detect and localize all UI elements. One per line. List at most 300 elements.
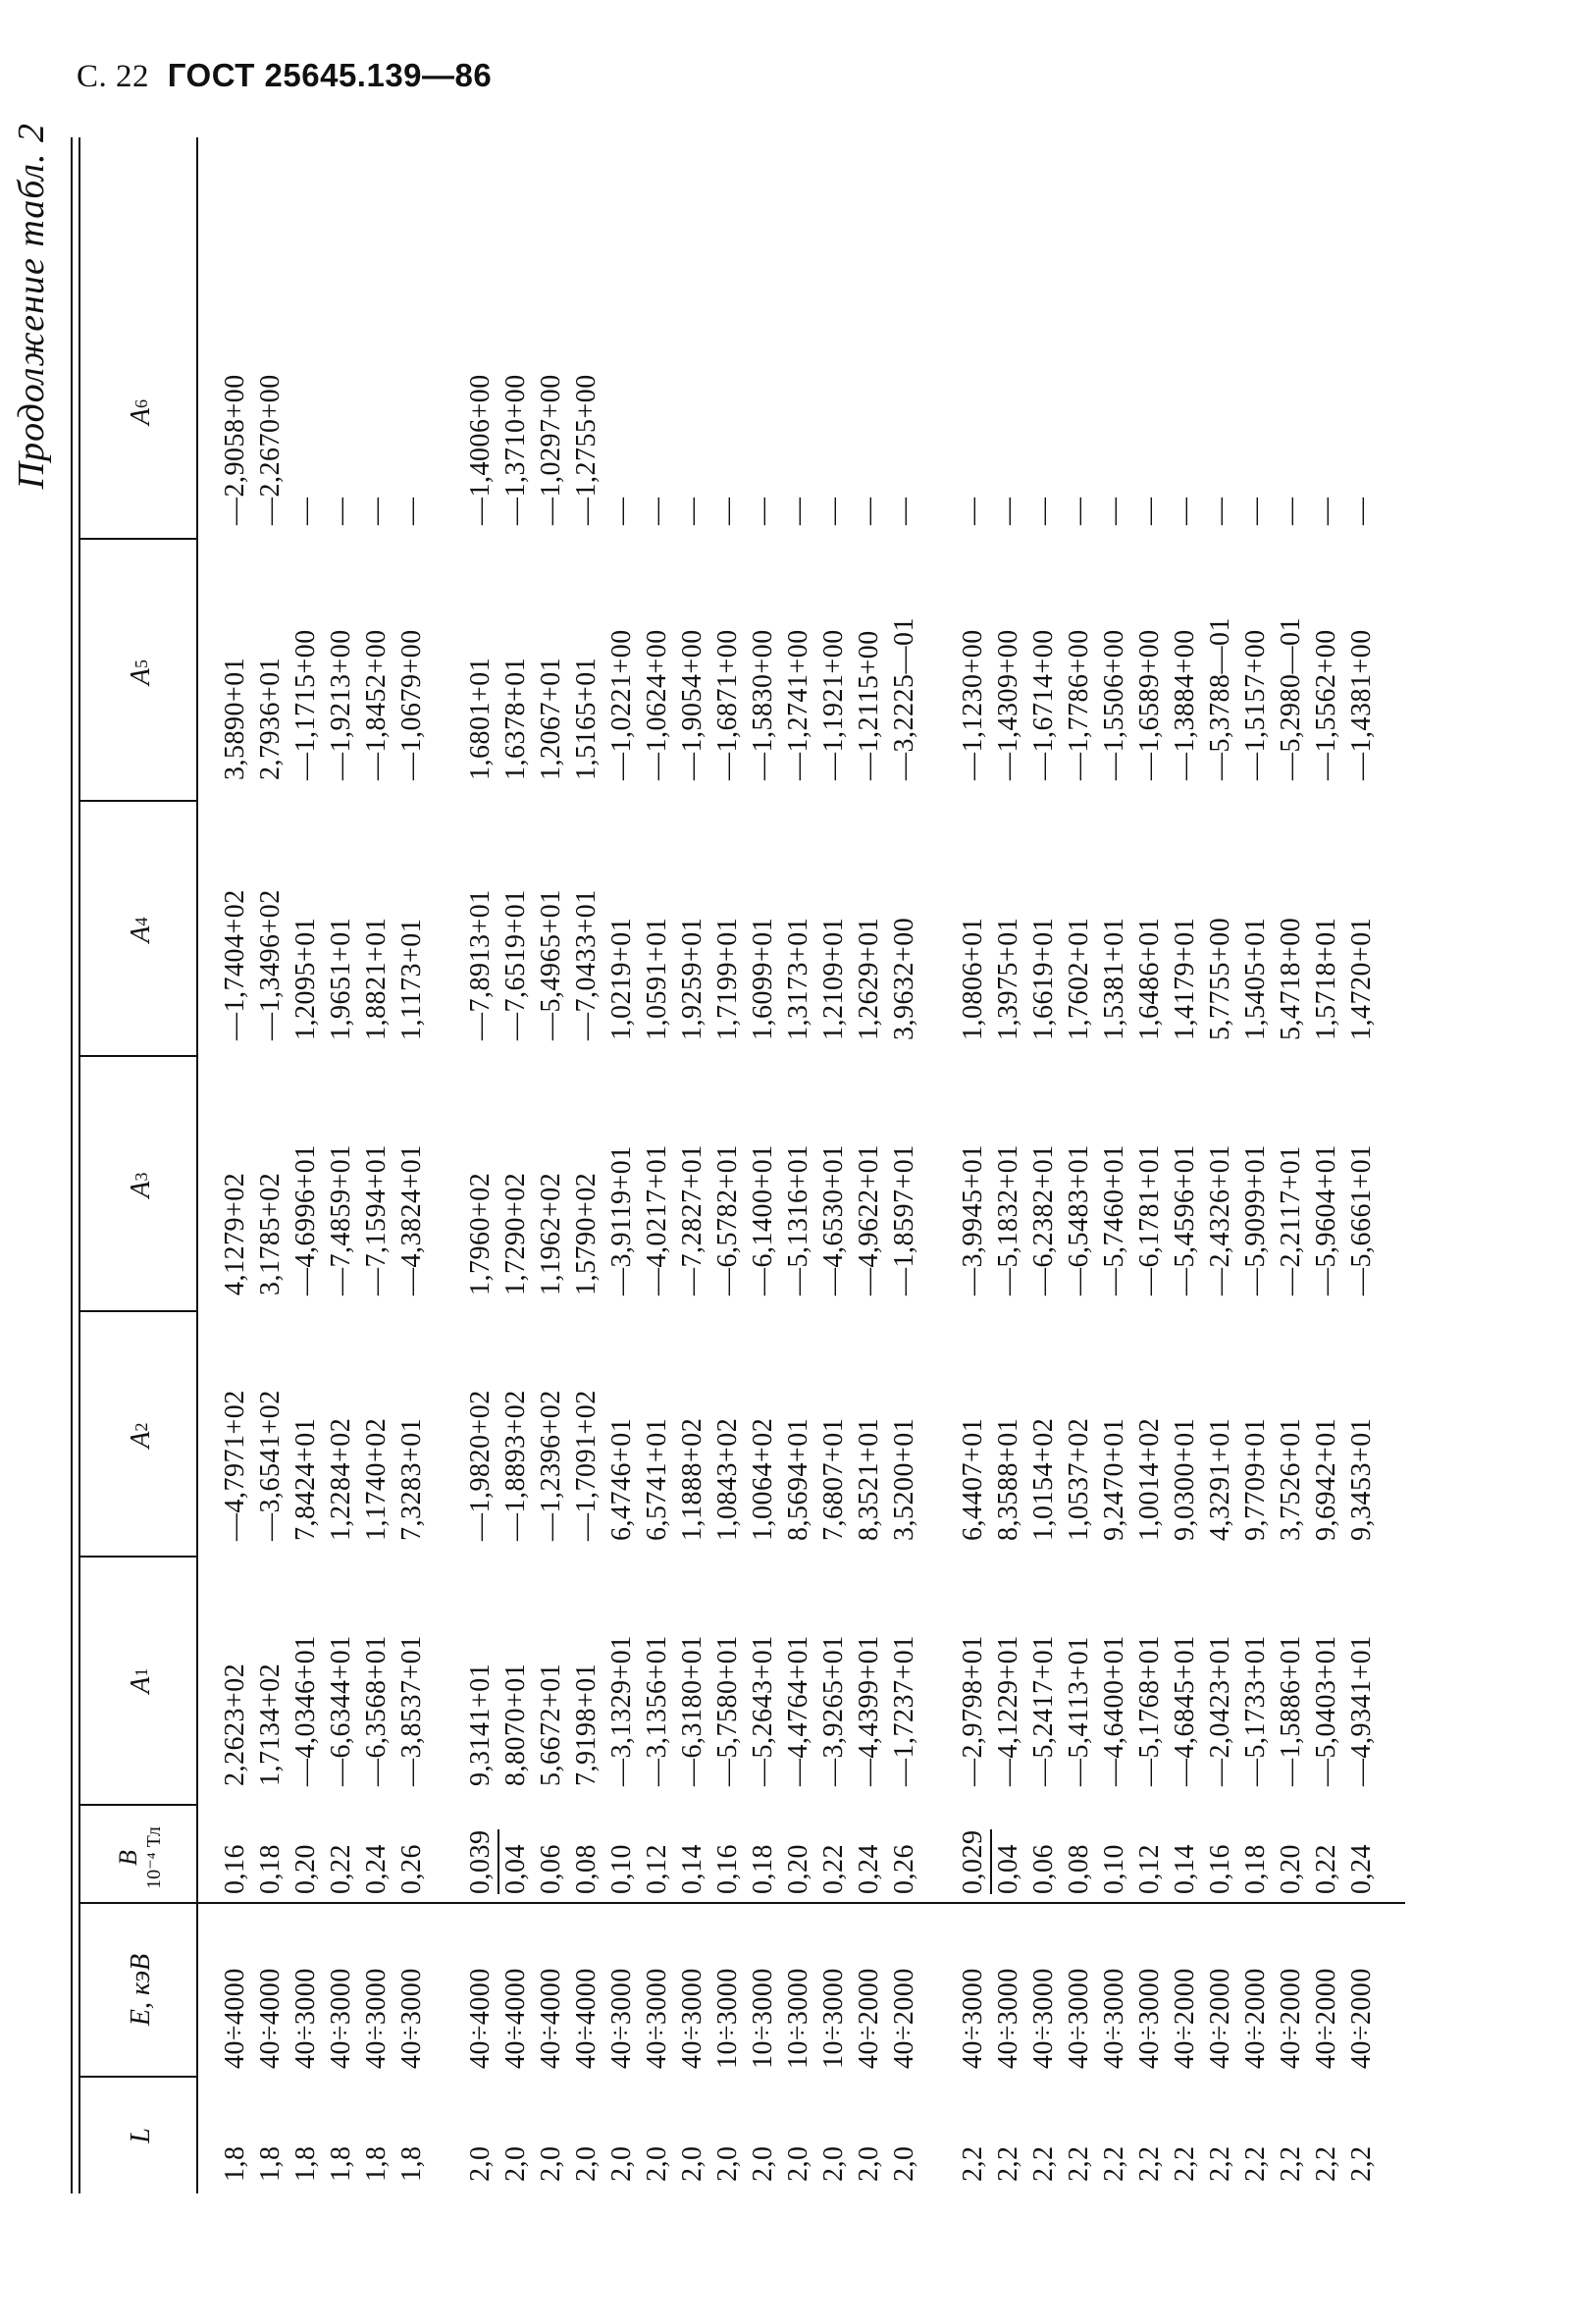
cell-A3: —5,7460+01 [1099,1144,1129,1295]
cell-A3: —6,1781+01 [1134,1144,1165,1295]
cell-B: 0,04 [993,1844,1023,1894]
cell-E: 40÷2000 [1170,1968,1200,2069]
cell-B: 0,18 [748,1844,778,1894]
cell-E: 40÷3000 [326,1968,356,2069]
cell-A2: —1,9820+02 [465,1390,496,1541]
cell-A2: 1,0154+02 [1028,1417,1059,1541]
cell-E: 40÷3000 [606,1968,637,2069]
cell-A6: — [677,497,707,525]
cell-A6: — [854,497,884,525]
cell-L: 2,0 [854,2145,884,2182]
cell-B: 0,26 [889,1844,919,1894]
col-divider [78,2076,196,2078]
cell-L: 2,0 [889,2145,919,2182]
cell-A3: —6,5483+01 [1064,1144,1094,1295]
cell-A5: —1,5506+00 [1099,629,1129,780]
cell-A6: — [818,497,849,525]
cell-A1: —4,4764+01 [783,1635,813,1786]
cell-A3: —1,8597+01 [889,1144,919,1295]
cell-A2: 3,7526+01 [1276,1417,1306,1541]
cell-A6: — [396,497,427,525]
cell-B: 0,16 [712,1844,743,1894]
cell-E: 40÷4000 [500,1968,531,2069]
cell-A5: —3,2225—01 [889,617,919,780]
cell-E: 40÷3000 [396,1968,427,2069]
cell-B: 0,14 [677,1844,707,1894]
header-A2: A 2 [126,1422,156,1449]
cell-A1: —4,6845+01 [1170,1635,1200,1786]
cell-B: 0,08 [571,1844,602,1894]
cell-A4: 1,4720+01 [1346,917,1377,1040]
cell-A2: 9,7709+01 [1240,1417,1271,1541]
cell-A6: — [1099,497,1129,525]
cell-A2: 9,0300+01 [1170,1417,1200,1541]
cell-L: 2,2 [1311,2145,1341,2182]
header-E: E, кэВ [126,1953,156,2027]
cell-A3: —4,0217+01 [642,1144,672,1295]
cell-A5: —1,2741+00 [783,629,813,780]
cell-A5: 1,6801+01 [465,657,496,780]
cell-A4: —7,0433+01 [571,889,602,1040]
cell-A2: 9,3453+01 [1346,1417,1377,1541]
cell-E: 40÷2000 [1346,1968,1377,2069]
cell-A2: 6,4746+01 [606,1417,637,1541]
cell-A1: —5,4113+01 [1064,1636,1094,1786]
cell-A1: 8,8070+01 [500,1663,531,1786]
cell-A1: —3,9265+01 [818,1635,849,1786]
cell-B: 0,14 [1170,1844,1200,1894]
cell-L: 1,8 [396,2145,427,2182]
cell-L: 2,0 [677,2145,707,2182]
cell-A2: 7,3283+01 [396,1417,427,1541]
cell-B: 0,12 [642,1844,672,1894]
cell-A4: 5,7755+00 [1205,917,1235,1040]
cell-A2: 6,5741+01 [642,1417,672,1541]
cell-A3: 3,1785+02 [255,1172,286,1295]
cell-A4: 1,5381+01 [1099,917,1129,1040]
cell-E: 40÷4000 [220,1968,250,2069]
cell-A6: —2,2670+00 [255,374,286,525]
cell-B: 0,24 [854,1844,884,1894]
cell-A6: — [889,497,919,525]
cell-A5: —5,2980—01 [1276,617,1306,780]
cell-A2: 9,2470+01 [1099,1417,1129,1541]
cell-L: 2,0 [536,2145,566,2182]
cell-A2: —4,7971+02 [220,1390,250,1541]
cell-A1: —3,1329+01 [606,1635,637,1786]
cell-A3: 4,1279+02 [220,1172,250,1295]
cell-A4: 1,6099+01 [748,917,778,1040]
cell-E: 10÷3000 [783,1968,813,2069]
cell-L: 2,2 [958,2145,988,2182]
cell-B: 0,22 [1311,1844,1341,1894]
cell-A1: —5,2643+01 [748,1635,778,1786]
cell-A2: 1,0064+02 [748,1417,778,1541]
cell-A5: —1,0679+00 [396,629,427,780]
cell-E: 10÷3000 [818,1968,849,2069]
cell-E: 40÷3000 [1064,1968,1094,2069]
cell-A3: —6,2382+01 [1028,1144,1059,1295]
cell-A6: —2,9058+00 [220,374,250,525]
cell-A4: 1,0591+01 [642,917,672,1040]
cell-L: 1,8 [255,2145,286,2182]
cell-L: 2,0 [642,2145,672,2182]
cell-L: 2,2 [993,2145,1023,2182]
cell-A5: —1,5157+00 [1240,629,1271,780]
cell-E: 40÷2000 [1205,1968,1235,2069]
cell-L: 2,0 [818,2145,849,2182]
cell-B: 0,20 [783,1844,813,1894]
cell-A2: —1,2396+02 [536,1390,566,1541]
cell-E: 40÷3000 [642,1968,672,2069]
cell-A4: —1,3496+02 [255,889,286,1040]
cell-A4: 1,9651+01 [326,917,356,1040]
cell-E: 40÷4000 [255,1968,286,2069]
cell-A5: —1,9054+00 [677,629,707,780]
cell-E: 40÷3000 [677,1968,707,2069]
cell-A1: 2,2623+02 [220,1663,250,1786]
cell-A1: 5,6672+01 [536,1663,566,1786]
cell-E: 10÷3000 [748,1968,778,2069]
cell-A1: —6,3180+01 [677,1635,707,1786]
cell-A5: 2,7936+01 [255,657,286,780]
cell-B: 0,20 [290,1844,321,1894]
cell-A2: 8,3521+01 [854,1417,884,1541]
header-A3: A 3 [126,1172,156,1198]
cell-A3: 1,5790+02 [571,1172,602,1295]
cell-A4: 1,6619+01 [1028,917,1059,1040]
cell-E: 40÷2000 [854,1968,884,2069]
cell-A4: 1,0806+01 [958,917,988,1040]
cell-A5: 1,6378+01 [500,657,531,780]
cell-A1: —4,4399+01 [854,1635,884,1786]
cell-A5: —1,0221+00 [606,629,637,780]
cell-A3: —4,6530+01 [818,1144,849,1295]
cell-B: 0,029 [956,1830,992,1895]
cell-A3: —3,9119+01 [606,1145,637,1295]
col-divider [78,1556,196,1558]
header-B: B 10⁻⁴ Тл [114,1826,165,1889]
cell-E: 40÷4000 [465,1968,496,2069]
cell-A5: —1,7786+00 [1064,629,1094,780]
cell-A6: — [290,497,321,525]
cell-A5: 1,2067+01 [536,657,566,780]
cell-A5: —1,8452+00 [361,629,392,780]
cell-B: 0,24 [361,1844,392,1894]
table-top-rule-double [78,137,80,2193]
cell-A6: — [1311,497,1341,525]
cell-L: 2,0 [712,2145,743,2182]
cell-A1: —5,1768+01 [1134,1635,1165,1786]
cell-B: 0,06 [536,1844,566,1894]
cell-A4: 1,2629+01 [854,917,884,1040]
header-A1: A 1 [126,1667,156,1694]
cell-A6: — [958,497,988,525]
cell-A2: 1,0014+02 [1134,1417,1165,1541]
cell-A2: —1,8893+02 [500,1390,531,1541]
cell-A3: —3,9945+01 [958,1144,988,1295]
cell-L: 2,2 [1064,2145,1094,2182]
cell-A3: —6,1400+01 [748,1144,778,1295]
cell-A1: —5,1733+01 [1240,1635,1271,1786]
cell-A6: —1,2755+00 [571,374,602,525]
cell-A4: —7,6519+01 [500,889,531,1040]
cell-A3: —2,2117+01 [1276,1145,1306,1295]
cell-A3: —5,9099+01 [1240,1144,1271,1295]
cell-A6: — [1205,497,1235,525]
data-table [71,123,1405,2193]
cell-E: 40÷3000 [290,1968,321,2069]
cell-A1: —5,0403+01 [1311,1635,1341,1786]
cell-A5: 3,5890+01 [220,657,250,780]
cell-A6: —1,4006+00 [465,374,496,525]
cell-A3: —2,4326+01 [1205,1144,1235,1295]
cell-A3: —4,6996+01 [290,1144,321,1295]
cell-B: 0,04 [500,1844,531,1894]
cell-A4: 5,4718+00 [1276,917,1306,1040]
cell-A4: 1,3975+01 [993,917,1023,1040]
cell-E: 40÷3000 [1028,1968,1059,2069]
cell-E: 40÷3000 [1134,1968,1165,2069]
cell-A5: —1,4381+00 [1346,629,1377,780]
cell-L: 2,2 [1276,2145,1306,2182]
cell-A3: —6,5782+01 [712,1144,743,1295]
cell-A4: —1,7404+02 [220,889,250,1040]
cell-A6: — [748,497,778,525]
cell-A5: —1,4309+00 [993,629,1023,780]
cell-A4: 1,5405+01 [1240,917,1271,1040]
cell-A1: —3,8537+01 [396,1635,427,1786]
cell-A4: —7,8913+01 [465,889,496,1040]
cell-L: 2,2 [1099,2145,1129,2182]
cell-L: 2,0 [465,2145,496,2182]
cell-A1: —5,7580+01 [712,1635,743,1786]
cell-A2: 8,5694+01 [783,1417,813,1541]
cell-L: 2,2 [1240,2145,1271,2182]
cell-A1: —6,6344+01 [326,1635,356,1786]
cell-L: 2,2 [1028,2145,1059,2182]
cell-A2: 1,1888+02 [677,1417,707,1541]
cell-B: 0,22 [818,1844,849,1894]
cell-A2: —1,7091+02 [571,1390,602,1541]
cell-L: 1,8 [290,2145,321,2182]
cell-A2: 6,4407+01 [958,1417,988,1541]
cell-B: 0,08 [1064,1844,1094,1894]
cell-A2: 7,8424+01 [290,1417,321,1541]
cell-E: 40÷2000 [1240,1968,1271,2069]
cell-A4: 1,7602+01 [1064,917,1094,1040]
cell-A4: 1,6486+01 [1134,917,1165,1040]
cell-B: 0,039 [463,1830,499,1895]
cell-A2: 1,2284+02 [326,1417,356,1541]
cell-A4: —5,4965+01 [536,889,566,1040]
cell-A1: —1,5886+01 [1276,1635,1306,1786]
cell-A3: —7,2827+01 [677,1144,707,1295]
cell-A6: — [606,497,637,525]
page-header [77,57,492,95]
cell-A4: 1,9259+01 [677,917,707,1040]
col-divider [78,1902,1405,1904]
cell-A6: — [642,497,672,525]
cell-A5: —1,5562+00 [1311,629,1341,780]
document-code: ГОСТ 25645.139—86 [167,57,493,93]
cell-A3: —5,9604+01 [1311,1144,1341,1295]
cell-A2: 7,6807+01 [818,1417,849,1541]
cell-A1: —1,7237+01 [889,1635,919,1786]
cell-A1: —2,0423+01 [1205,1635,1235,1786]
cell-L: 2,2 [1170,2145,1200,2182]
header-A6: A 6 [126,398,156,426]
cell-A4: 1,2095+01 [290,917,321,1040]
cell-A5: —1,5830+00 [748,629,778,780]
cell-A5: —1,1715+00 [290,629,321,780]
cell-A3: 1,7290+02 [500,1172,531,1295]
cell-A3: —5,4596+01 [1170,1144,1200,1295]
cell-B: 0,16 [1205,1844,1235,1894]
cell-A1: —4,0346+01 [290,1635,321,1786]
cell-A1: 7,9198+01 [571,1663,602,1786]
cell-A3: —4,3824+01 [396,1144,427,1295]
cell-A3: —7,4859+01 [326,1144,356,1295]
cell-A1: 9,3141+01 [465,1663,496,1786]
cell-A6: — [361,497,392,525]
cell-L: 2,0 [500,2145,531,2182]
cell-A1: —5,2417+01 [1028,1635,1059,1786]
cell-A3: —5,6661+01 [1346,1144,1377,1295]
cell-A6: — [326,497,356,525]
cell-B: 0,18 [255,1844,286,1894]
cell-A1: —3,1356+01 [642,1635,672,1786]
cell-L: 1,8 [361,2145,392,2182]
cell-B: 0,18 [1240,1844,1271,1894]
cell-L: 2,0 [783,2145,813,2182]
col-divider [78,800,196,802]
cell-A5: —1,6714+00 [1028,629,1059,780]
cell-B: 0,22 [326,1844,356,1894]
cell-A1: —6,3568+01 [361,1635,392,1786]
cell-E: 40÷2000 [889,1968,919,2069]
cell-B: 0,16 [220,1844,250,1894]
cell-E: 10÷3000 [712,1968,743,2069]
cell-A2: 4,3291+01 [1205,1417,1235,1541]
cell-A3: 1,7960+02 [465,1172,496,1295]
cell-A5: —1,2115+00 [854,630,884,780]
cell-B: 0,10 [606,1844,637,1894]
cell-A6: — [993,497,1023,525]
cell-A5: —5,3788—01 [1205,617,1235,780]
cell-E: 40÷3000 [361,1968,392,2069]
cell-B: 0,06 [1028,1844,1059,1894]
cell-A5: 1,5165+01 [571,657,602,780]
cell-A1: —2,9798+01 [958,1635,988,1786]
cell-A1: —4,9341+01 [1346,1635,1377,1786]
cell-A2: —3,6541+02 [255,1390,286,1541]
continuation-label: Продолжение табл. 2 [11,123,52,490]
cell-A4: 1,0219+01 [606,917,637,1040]
cell-A5: —1,6589+00 [1134,629,1165,780]
header-A4: A 4 [126,917,156,943]
cell-A4: 1,3173+01 [783,917,813,1040]
cell-A6: — [1170,497,1200,525]
cell-L: 2,2 [1346,2145,1377,2182]
cell-B: 0,26 [396,1844,427,1894]
cell-A6: — [1276,497,1306,525]
rotated-table-container [0,123,1472,2193]
cell-A4: 3,9632+00 [889,917,919,1040]
cell-A3: —5,1316+01 [783,1144,813,1295]
cell-L: 2,2 [1205,2145,1235,2182]
table-top-rule [71,137,73,2193]
cell-E: 40÷2000 [1276,1968,1306,2069]
cell-A6: — [1028,497,1059,525]
cell-A2: 1,0843+02 [712,1417,743,1541]
cell-A6: — [1134,497,1165,525]
cell-A6: —1,0297+00 [536,374,566,525]
cell-L: 1,8 [326,2145,356,2182]
cell-A2: 9,6942+01 [1311,1417,1341,1541]
cell-A5: —1,1921+00 [818,629,849,780]
cell-L: 2,0 [606,2145,637,2182]
cell-A3: —5,1832+01 [993,1144,1023,1295]
cell-L: 1,8 [220,2145,250,2182]
col-divider [78,538,196,540]
cell-B: 0,10 [1099,1844,1129,1894]
cell-A3: —7,1594+01 [361,1144,392,1295]
cell-A4: 1,2109+01 [818,917,849,1040]
cell-A5: —1,1230+00 [958,629,988,780]
header-bottom-rule [196,137,198,2193]
cell-A4: 1,8821+01 [361,917,392,1040]
cell-A1: 1,7134+02 [255,1663,286,1786]
cell-L: 2,0 [571,2145,602,2182]
cell-E: 40÷2000 [1311,1968,1341,2069]
header-A5: A 5 [126,659,156,686]
cell-A2: 1,1740+02 [361,1417,392,1541]
cell-A1: —4,6400+01 [1099,1635,1129,1786]
cell-L: 2,2 [1134,2145,1165,2182]
cell-A6: — [783,497,813,525]
cell-E: 40÷3000 [1099,1968,1129,2069]
cell-E: 40÷4000 [571,1968,602,2069]
cell-A1: —4,1229+01 [993,1635,1023,1786]
cell-A5: —1,3884+00 [1170,629,1200,780]
cell-A2: 1,0537+02 [1064,1417,1094,1541]
cell-A5: —1,9213+00 [326,629,356,780]
cell-A4: 1,4179+01 [1170,917,1200,1040]
cell-A6: —1,3710+00 [500,374,531,525]
cell-A2: 3,5200+01 [889,1417,919,1541]
cell-B: 0,20 [1276,1844,1306,1894]
cell-E: 40÷3000 [958,1968,988,2069]
cell-B: 0,24 [1346,1844,1377,1894]
cell-A4: 1,1173+01 [396,918,427,1040]
cell-A2: 8,3588+01 [993,1417,1023,1541]
cell-A5: —1,6871+00 [712,629,743,780]
cell-E: 40÷4000 [536,1968,566,2069]
col-divider [78,1055,196,1057]
cell-A4: 1,7199+01 [712,917,743,1040]
cell-A6: — [1346,497,1377,525]
col-divider [78,1310,196,1312]
cell-A6: — [712,497,743,525]
cell-A3: 1,1962+02 [536,1172,566,1295]
cell-A6: — [1240,497,1271,525]
cell-A3: —4,9622+01 [854,1144,884,1295]
cell-E: 40÷3000 [993,1968,1023,2069]
col-divider [78,1804,196,1806]
cell-A5: —1,0624+00 [642,629,672,780]
cell-B: 0,12 [1134,1844,1165,1894]
